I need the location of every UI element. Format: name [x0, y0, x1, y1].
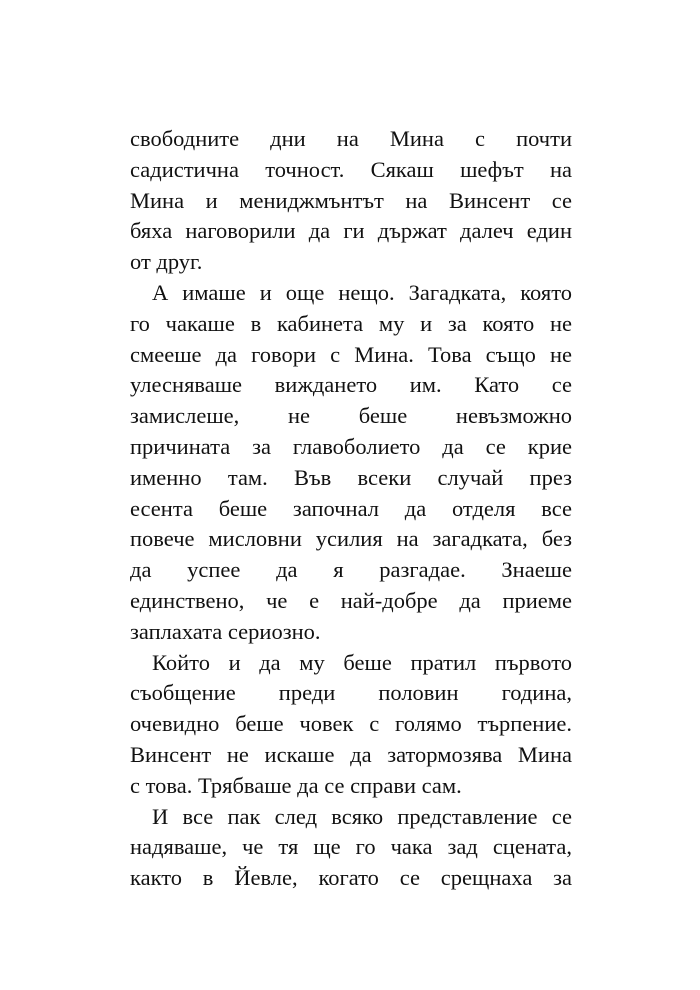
paragraph [130, 124, 572, 278]
text-line: садистична точност. Сякаш шефът на [130, 156, 572, 182]
text-line: от друг. [130, 249, 203, 275]
text-line: го чакаше в кабинета му и за която не [130, 310, 572, 336]
text-line: есента беше започнал да отделя все [130, 495, 572, 521]
text-line: именно там. Във всеки случай през [130, 464, 572, 490]
text-line: Винсент не искаше да затормозява Мина [130, 741, 572, 767]
text-line: бяха наговорили да ги държат далеч един [130, 218, 572, 244]
text-line: очевидно беше човек с голямо търпение. [130, 711, 572, 737]
text-line: Мина и мениджмънтът на Винсент се [130, 187, 572, 213]
text-line: улесняваше виждането им. Като се [130, 372, 572, 398]
paragraph [130, 278, 572, 648]
text-line: смееше да говори с Мина. Това също не [130, 341, 572, 367]
text-line: И все пак след всяко представление се [152, 803, 572, 829]
paragraph [130, 648, 572, 802]
text-line: съобщение преди половин година, [130, 680, 572, 706]
text-line: А имаше и още нещо. Загадката, която [152, 279, 572, 305]
paragraph [130, 802, 572, 894]
text-line: заплахата сериозно. [130, 618, 321, 644]
body-text [130, 124, 572, 894]
text-line: да успее да я разгадае. Знаеше [130, 557, 572, 583]
text-line: с това. Трябваше да се справи сам. [130, 772, 462, 798]
text-line: Който и да му беше пратил първото [152, 649, 572, 675]
text-line: свободните дни на Мина с почти [130, 126, 572, 151]
text-line: повече мисловни усилия на загадката, без [130, 526, 572, 552]
text-line: както в Йевле, когато се срещнаха за [130, 865, 572, 891]
text-line: надяваше, че тя ще го чака зад сцената, [130, 834, 572, 860]
text-line: замислеше, не беше невъзможно [130, 403, 572, 429]
text-line: единствено, че е най-добре да приеме [130, 587, 572, 613]
text-line: причината за главоболието да се крие [130, 433, 572, 459]
